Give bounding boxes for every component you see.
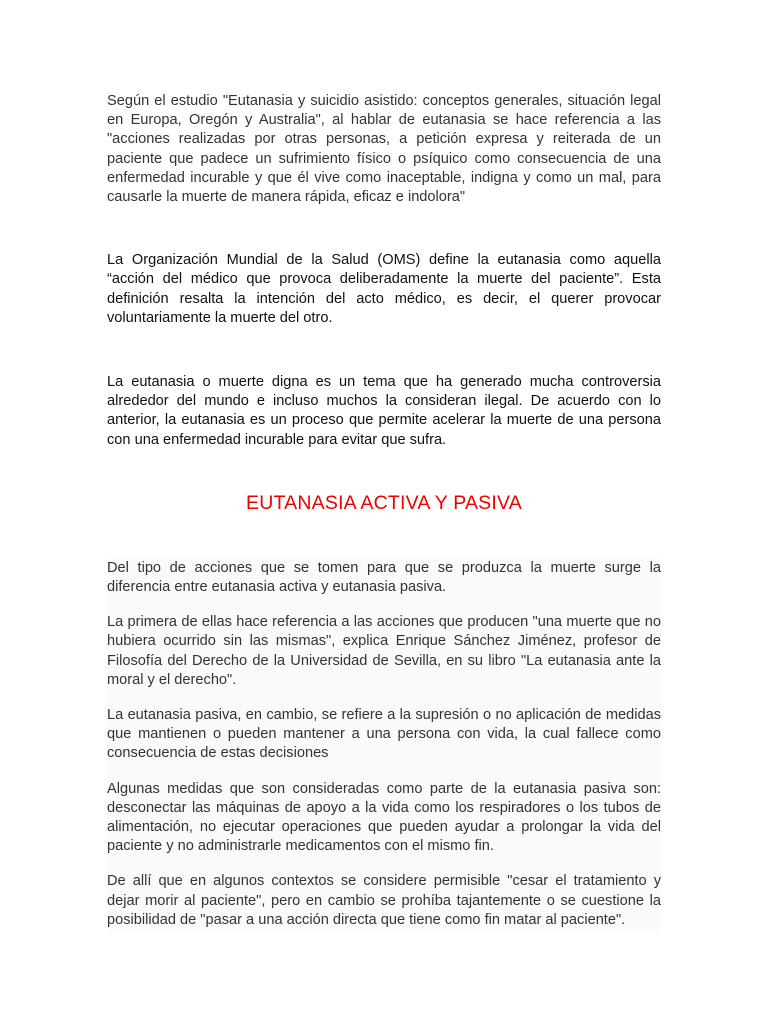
section-paragraph-pasiva: La eutanasia pasiva, en cambio, se refiere a la supresión o no aplicación de medidas que mantienen o pueden mantener a una persona con vida, la cual fallece como consecuencia de estas decisiones [107,707,661,762]
section-body [107,559,661,930]
section-paragraph-contextos: De allí que en algunos contextos se considere permisible "cesar el tratamiento y dejar morir al paciente", pero en cambio se prohíba tajantemente o se cuestione la posibilidad de "pasar a una acción directa que tiene como fin matar al paciente". [107,873,661,928]
section-paragraph-medidas: Algunas medidas que son consideradas como parte de la eutanasia pasiva son: desconectar las máquinas de apoyo a la vida como los respiradores o los tubos de alimentación, no ejecutar operaciones que pueden ayudar a prolongar la vida del paciente y no administrarle medicamentos con el mismo fin. [107,780,661,855]
section-paragraph-activa: La primera de ellas hace referencia a las acciones que producen "una muerte que no hubiera ocurrido sin las mismas", explica Enrique Sánchez Jiménez, profesor de Filosofía del Derecho de la Universidad de Sevilla, en su libro "La eutanasia ante la moral y el derecho". [107,614,661,688]
section-paragraph-tipos: Del tipo de acciones que se tomen para que se produzca la muerte surge la diferencia entre eutanasia activa y eutanasia pasiva. [107,559,661,596]
document-page [107,92,661,930]
section-heading: EUTANASIA ACTIVA Y PASIVA [246,491,522,514]
intro-paragraph-study-definition: Según el estudio "Eutanasia y suicidio asistido: conceptos generales, situación legal en Europa, Oregón y Australia", al hablar de eutanasia se hace referencia a las "acciones realizadas por otras personas, a petición expresa y reiterada de un paciente que padece un sufrimiento físico o psíquico como consecuencia de una enfermedad incurable y que él vive como inaceptable, indigna y como un mal, para causarle la muerte de manera rápida, eficaz e indolora" [107,93,661,206]
intro-paragraph-muerte-digna: La eutanasia o muerte digna es un tema que ha generado mucha controversia alrededor del mundo e incluso muchos la consideran ilegal. De acuerdo con lo anterior, la eutanasia es un proceso que permite acelerar la muerte de una persona con una enfermedad incurable para evitar que sufra. [107,374,661,448]
intro-paragraph-oms-definition: La Organización Mundial de la Salud (OMS) define la eutanasia como aquella “acción del médico que provoca deliberadamente la muerte del paciente”. Esta definición resalta la intención del acto médico, es decir, el querer provocar voluntariamente la muerte del otro. [107,252,661,326]
